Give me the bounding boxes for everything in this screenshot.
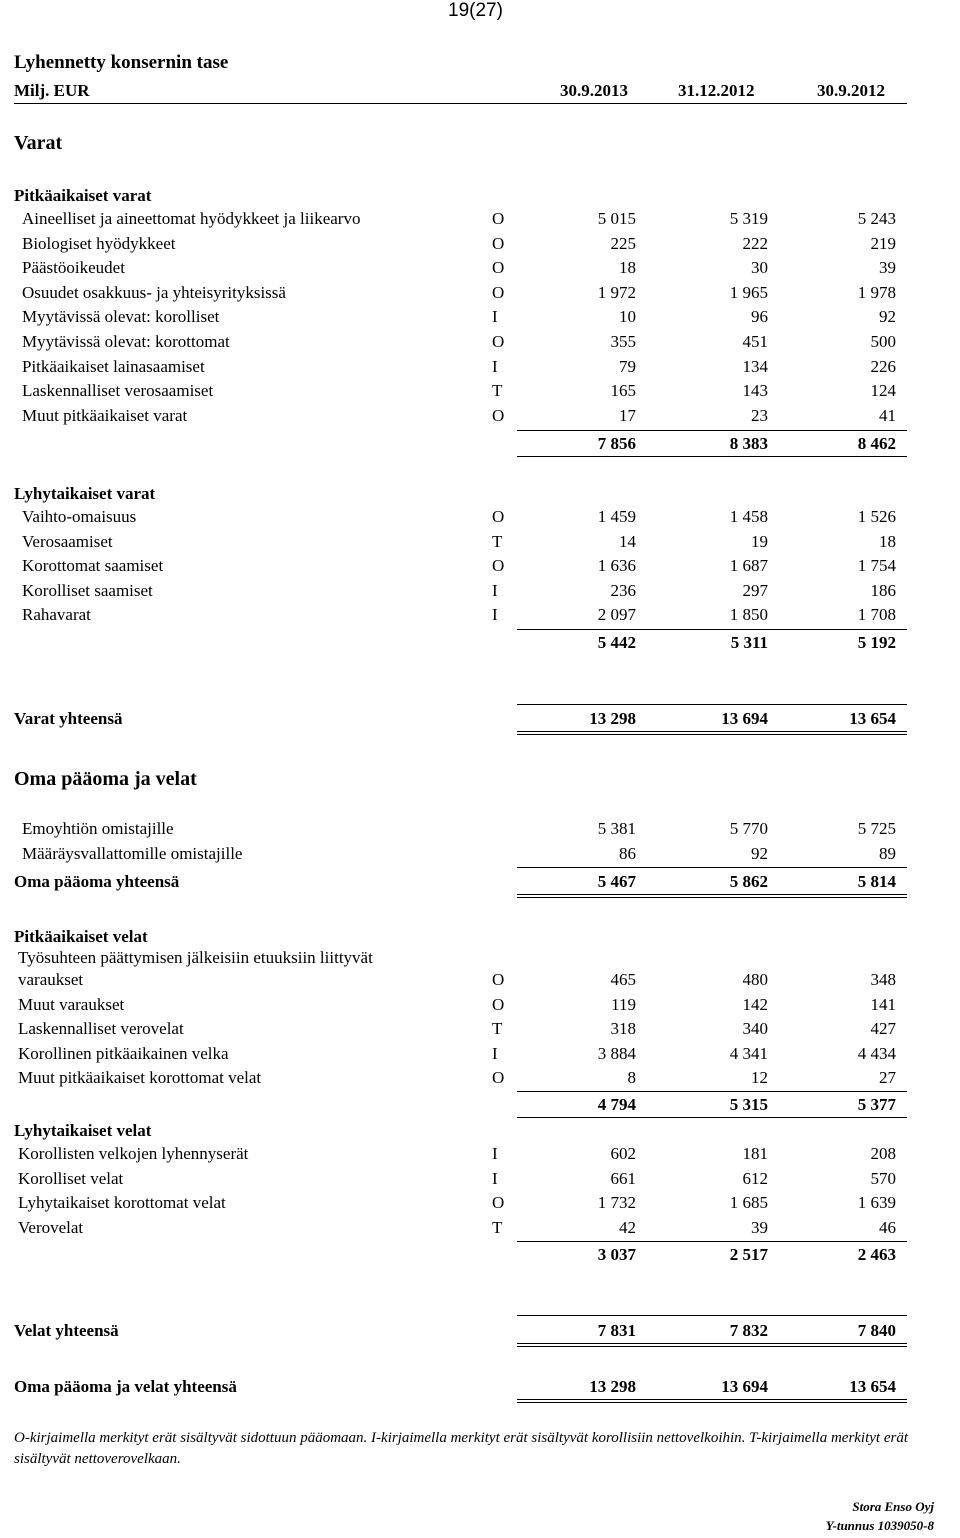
- table-row: [0, 1068, 960, 1092]
- row-category-code: I: [492, 605, 498, 625]
- row-value-2012-09: 4 434: [857, 1043, 896, 1063]
- row-value-2012-09: 186: [870, 580, 896, 600]
- row-value-2012-12: 23: [751, 405, 768, 425]
- total-value: 13 654: [849, 1377, 896, 1396]
- row-value-2012-12: 451: [742, 332, 768, 351]
- row-label: Laskennalliset verovelat: [18, 1019, 184, 1039]
- table-row: [0, 581, 960, 605]
- table-row: [0, 209, 960, 233]
- row-value-2012-12: 5 319: [729, 209, 768, 228]
- table-row: [0, 532, 960, 556]
- row-value-2012-12: 612: [742, 1168, 768, 1188]
- total-value: 8 462: [857, 434, 896, 453]
- row-label: Muut pitkäaikaiset varat: [22, 405, 188, 425]
- table-row: [0, 406, 960, 430]
- row-value-2012-12: 181: [742, 1144, 768, 1163]
- row-label: Korolliset velat: [18, 1168, 124, 1188]
- total-value: 5 315: [729, 1095, 768, 1114]
- row-value-2012-12: 92: [751, 843, 768, 863]
- total-value: 3 037: [597, 1245, 636, 1264]
- row-category-code: T: [492, 381, 503, 401]
- subtotal-rule: [517, 1091, 907, 1092]
- current-liabilities-total: [0, 1245, 960, 1269]
- row-value-2013-09: 602: [610, 1144, 636, 1163]
- row-value-2012-12: 30: [751, 258, 768, 278]
- row-value-2013-09: 1 972: [597, 282, 636, 302]
- row-label: Myytävissä olevat: korolliset: [22, 307, 220, 327]
- row-label: Laskennalliset verosaamiset: [22, 381, 214, 401]
- row-value-2012-12: 1 685: [729, 1193, 768, 1213]
- row-category-code: O: [492, 233, 505, 253]
- row-value-2012-09: 427: [870, 1019, 896, 1039]
- total-value: 13 654: [849, 709, 896, 728]
- table-row: [0, 1144, 960, 1168]
- row-value-2012-09: 1 754: [857, 556, 896, 576]
- row-category-code: I: [492, 580, 498, 600]
- current-assets-heading: Lyhytaikaiset varat: [14, 484, 156, 503]
- row-value-2012-09: 1 526: [857, 507, 896, 526]
- total-label: Varat yhteensä: [14, 709, 123, 728]
- row-value-2013-09: 165: [610, 381, 636, 401]
- row-value-2013-09: 79: [619, 356, 636, 376]
- row-label: Biologiset hyödykkeet: [22, 233, 176, 253]
- row-value-2012-09: 46: [879, 1217, 896, 1237]
- row-value-2012-09: 1 708: [857, 605, 896, 625]
- row-value-2012-12: 480: [742, 970, 768, 989]
- table-row: [0, 970, 960, 994]
- table-row: [0, 381, 960, 405]
- row-value-2012-09: 41: [879, 405, 896, 425]
- row-value-2012-09: 124: [870, 381, 896, 401]
- row-value-2012-12: 1 850: [729, 605, 768, 625]
- row-category-code: I: [492, 1144, 498, 1163]
- double-rule: [517, 1402, 907, 1403]
- total-label: Oma pääoma yhteensä: [14, 872, 180, 891]
- equity-liabilities-heading: Oma pääoma ja velat: [14, 768, 197, 790]
- total-value: 13 694: [721, 709, 768, 728]
- row-value-2012-09: 141: [870, 994, 896, 1014]
- liabilities-total: [0, 1321, 960, 1345]
- row-value-2013-09: 2 097: [597, 605, 636, 625]
- column-header-1: 30.9.2013: [560, 81, 628, 100]
- unit-label: Milj. EUR: [14, 81, 90, 100]
- total-value: 5 192: [857, 633, 896, 652]
- noncurrent-liabilities-total: [0, 1095, 960, 1119]
- noncurrent-assets-heading: Pitkäaikaiset varat: [14, 186, 152, 205]
- row-value-2012-12: 1 458: [729, 507, 768, 526]
- row-value-2013-09: 86: [619, 843, 636, 863]
- double-rule: [517, 731, 907, 732]
- row-category-code: O: [492, 405, 505, 425]
- row-value-2012-09: 500: [870, 332, 896, 351]
- row-value-2013-09: 1 636: [597, 556, 636, 576]
- assets-heading: Varat: [14, 132, 63, 154]
- row-label: Pitkäaikaiset lainasaamiset: [22, 356, 205, 376]
- row-category-code: I: [492, 307, 498, 327]
- row-label: Korollinen pitkäaikainen velka: [18, 1043, 229, 1063]
- row-value-2012-09: 92: [879, 307, 896, 327]
- row-value-2012-09: 27: [879, 1068, 896, 1088]
- table-row: [0, 1193, 960, 1217]
- row-category-code: O: [492, 556, 505, 576]
- row-value-2013-09: 18: [619, 258, 636, 278]
- table-row: [0, 507, 960, 531]
- table-row: [0, 307, 960, 331]
- row-value-2013-09: 236: [610, 580, 636, 600]
- row-value-2012-12: 142: [742, 994, 768, 1014]
- table-row: [0, 844, 960, 868]
- row-label: Verosaamiset: [22, 531, 113, 551]
- total-value: 5 467: [597, 872, 636, 891]
- table-row: [0, 1169, 960, 1193]
- total-value: 7 856: [597, 434, 636, 453]
- row-value-2012-12: 143: [742, 381, 768, 401]
- row-value-2012-09: 226: [870, 356, 896, 376]
- row-category-code: O: [492, 507, 505, 526]
- row-category-code: T: [492, 1019, 503, 1039]
- row-value-2013-09: 318: [610, 1019, 636, 1039]
- row-label: Muut pitkäaikaiset korottomat velat: [18, 1068, 262, 1088]
- row-label: Työsuhteen päättymisen jälkeisiin etuuksiin liittyvät: [18, 948, 373, 967]
- row-category-code: I: [492, 1043, 498, 1063]
- assets-total: [0, 709, 960, 733]
- row-label: Vaihto-omaisuus: [22, 507, 137, 526]
- row-label: Päästöoikeudet: [22, 258, 125, 278]
- row-value-2012-12: 340: [742, 1019, 768, 1039]
- row-label: Määräysvallattomille omistajille: [22, 843, 243, 863]
- grand-total: [0, 1377, 960, 1401]
- double-rule: [517, 734, 907, 735]
- table-row: [0, 819, 960, 843]
- total-value: 5 862: [729, 872, 768, 891]
- row-category-code: O: [492, 332, 505, 351]
- row-category-code: T: [492, 531, 503, 551]
- total-value: 8 383: [729, 434, 768, 453]
- table-header: [14, 79, 907, 104]
- row-value-2012-12: 1 965: [729, 282, 768, 302]
- subtotal-rule: [517, 867, 907, 868]
- row-category-code: I: [492, 356, 498, 376]
- table-row: [0, 995, 960, 1019]
- total-rule: [517, 1117, 907, 1118]
- table-row: [0, 234, 960, 258]
- wrapped-row-line: [0, 948, 960, 972]
- noncurrent-liabilities-heading: Pitkäaikaiset velat: [14, 927, 148, 946]
- row-label: Lyhytaikaiset korottomat velat: [18, 1193, 226, 1213]
- row-label: Korollisten velkojen lyhennyserät: [18, 1144, 249, 1163]
- total-value: 2 463: [857, 1245, 896, 1264]
- row-label: Rahavarat: [22, 605, 91, 625]
- column-header-3: 30.9.2012: [817, 81, 885, 100]
- row-value-2012-09: 219: [870, 233, 896, 253]
- table-row: [0, 1218, 960, 1242]
- row-category-code: O: [492, 1068, 505, 1088]
- subtotal-rule: [517, 1241, 907, 1242]
- row-value-2012-12: 19: [751, 531, 768, 551]
- total-value: 13 298: [589, 1377, 636, 1396]
- row-category-code: O: [492, 970, 505, 989]
- row-value-2013-09: 5 381: [597, 819, 636, 838]
- row-value-2012-12: 96: [751, 307, 768, 327]
- row-value-2012-12: 5 770: [729, 819, 768, 838]
- row-category-code: I: [492, 1168, 498, 1188]
- row-value-2012-09: 39: [879, 258, 896, 278]
- row-value-2012-09: 89: [879, 843, 896, 863]
- noncurrent-assets-total: [0, 434, 960, 458]
- double-rule: [517, 897, 907, 898]
- row-category-code: O: [492, 258, 505, 278]
- total-value: 7 832: [729, 1321, 768, 1340]
- total-value: 5 377: [857, 1095, 896, 1114]
- row-value-2012-09: 5 243: [857, 209, 896, 228]
- total-value: 2 517: [729, 1245, 768, 1264]
- double-rule: [517, 1399, 907, 1400]
- total-value: 5 442: [597, 633, 636, 652]
- row-value-2013-09: 42: [619, 1217, 636, 1237]
- row-value-2012-09: 1 639: [857, 1193, 896, 1213]
- business-id: Y-tunnus 1039050-8: [825, 1518, 934, 1533]
- total-value: 5 814: [857, 872, 896, 891]
- row-value-2012-09: 570: [870, 1168, 896, 1188]
- row-value-2012-12: 297: [742, 580, 768, 600]
- row-value-2012-09: 1 978: [857, 282, 896, 302]
- table-row: [0, 357, 960, 381]
- row-value-2012-12: 134: [742, 356, 768, 376]
- equity-total: [0, 872, 960, 896]
- row-value-2013-09: 1 732: [597, 1193, 636, 1213]
- company-name: Stora Enso Oyj: [852, 1499, 934, 1514]
- total-rule: [517, 704, 907, 705]
- row-value-2012-09: 5 725: [857, 819, 896, 838]
- total-value: 7 831: [597, 1321, 636, 1340]
- row-value-2012-09: 348: [870, 970, 896, 989]
- row-value-2013-09: 465: [610, 970, 636, 989]
- total-label: Oma pääoma ja velat yhteensä: [14, 1377, 237, 1396]
- row-value-2012-09: 18: [879, 531, 896, 551]
- row-value-2013-09: 225: [610, 233, 636, 253]
- document-title: Lyhennetty konsernin tase: [14, 52, 229, 73]
- row-label: Osuudet osakkuus- ja yhteisyrityksissä: [22, 282, 286, 302]
- row-label: Aineelliset ja aineettomat hyödykkeet ja liikearvo: [22, 209, 361, 228]
- row-label: Muut varaukset: [18, 994, 125, 1014]
- row-label: Korolliset saamiset: [22, 580, 153, 600]
- table-row: [0, 1019, 960, 1043]
- row-value-2013-09: 1 459: [597, 507, 636, 526]
- subtotal-rule: [517, 430, 907, 431]
- row-label: Emoyhtiön omistajille: [22, 819, 174, 838]
- total-value: 13 694: [721, 1377, 768, 1396]
- row-category-code: T: [492, 1217, 503, 1237]
- total-label: Velat yhteensä: [14, 1321, 119, 1340]
- total-value: 7 840: [857, 1321, 896, 1340]
- double-rule: [517, 1346, 907, 1347]
- row-value-2013-09: 8: [627, 1068, 636, 1088]
- table-row: [0, 605, 960, 629]
- row-value-2012-12: 4 341: [729, 1043, 768, 1063]
- row-value-2013-09: 14: [619, 531, 636, 551]
- total-rule: [517, 1315, 907, 1316]
- total-value: 13 298: [589, 709, 636, 728]
- row-value-2012-09: 208: [870, 1144, 896, 1163]
- row-category-code: O: [492, 209, 505, 228]
- double-rule: [517, 894, 907, 895]
- row-label: Korottomat saamiset: [22, 556, 164, 576]
- row-value-2013-09: 119: [611, 994, 636, 1014]
- row-value-2013-09: 661: [610, 1168, 636, 1188]
- double-rule: [517, 1343, 907, 1344]
- row-value-2013-09: 10: [619, 307, 636, 327]
- row-value-2013-09: 5 015: [597, 209, 636, 228]
- page-number: 19(27): [448, 0, 503, 21]
- row-category-code: O: [492, 994, 505, 1014]
- table-row: [0, 556, 960, 580]
- row-value-2013-09: 3 884: [597, 1043, 636, 1063]
- table-row: [0, 258, 960, 282]
- row-label: Myytävissä olevat: korottomat: [22, 332, 230, 351]
- row-label: varaukset: [18, 970, 84, 989]
- total-value: 5 311: [730, 633, 768, 652]
- table-row: [0, 283, 960, 307]
- footnote: O-kirjaimella merkityt erät sisältyvät sidottuun pääomaan. I-kirjaimella merkityt erät sisältyvät korollisiin nettovelkoihin. T-kirjaimella merkityt erät sisältyvät nettoverovelkaan.: [14, 1430, 909, 1467]
- row-category-code: O: [492, 282, 505, 302]
- current-liabilities-heading: Lyhytaikaiset velat: [14, 1121, 152, 1140]
- column-header-2: 31.12.2012: [678, 81, 755, 100]
- total-rule: [517, 456, 907, 457]
- total-value: 4 794: [597, 1095, 636, 1114]
- row-value-2012-12: 39: [751, 1217, 768, 1237]
- row-value-2013-09: 17: [619, 405, 636, 425]
- row-value-2012-12: 1 687: [729, 556, 768, 576]
- row-value-2012-12: 12: [751, 1068, 768, 1088]
- row-label: Verovelat: [18, 1217, 84, 1237]
- row-value-2012-12: 222: [742, 233, 768, 253]
- current-assets-total: [0, 633, 960, 657]
- table-row: [0, 1044, 960, 1068]
- row-value-2013-09: 355: [610, 332, 636, 351]
- subtotal-rule: [517, 629, 907, 630]
- table-row: [0, 332, 960, 356]
- row-category-code: O: [492, 1193, 505, 1213]
